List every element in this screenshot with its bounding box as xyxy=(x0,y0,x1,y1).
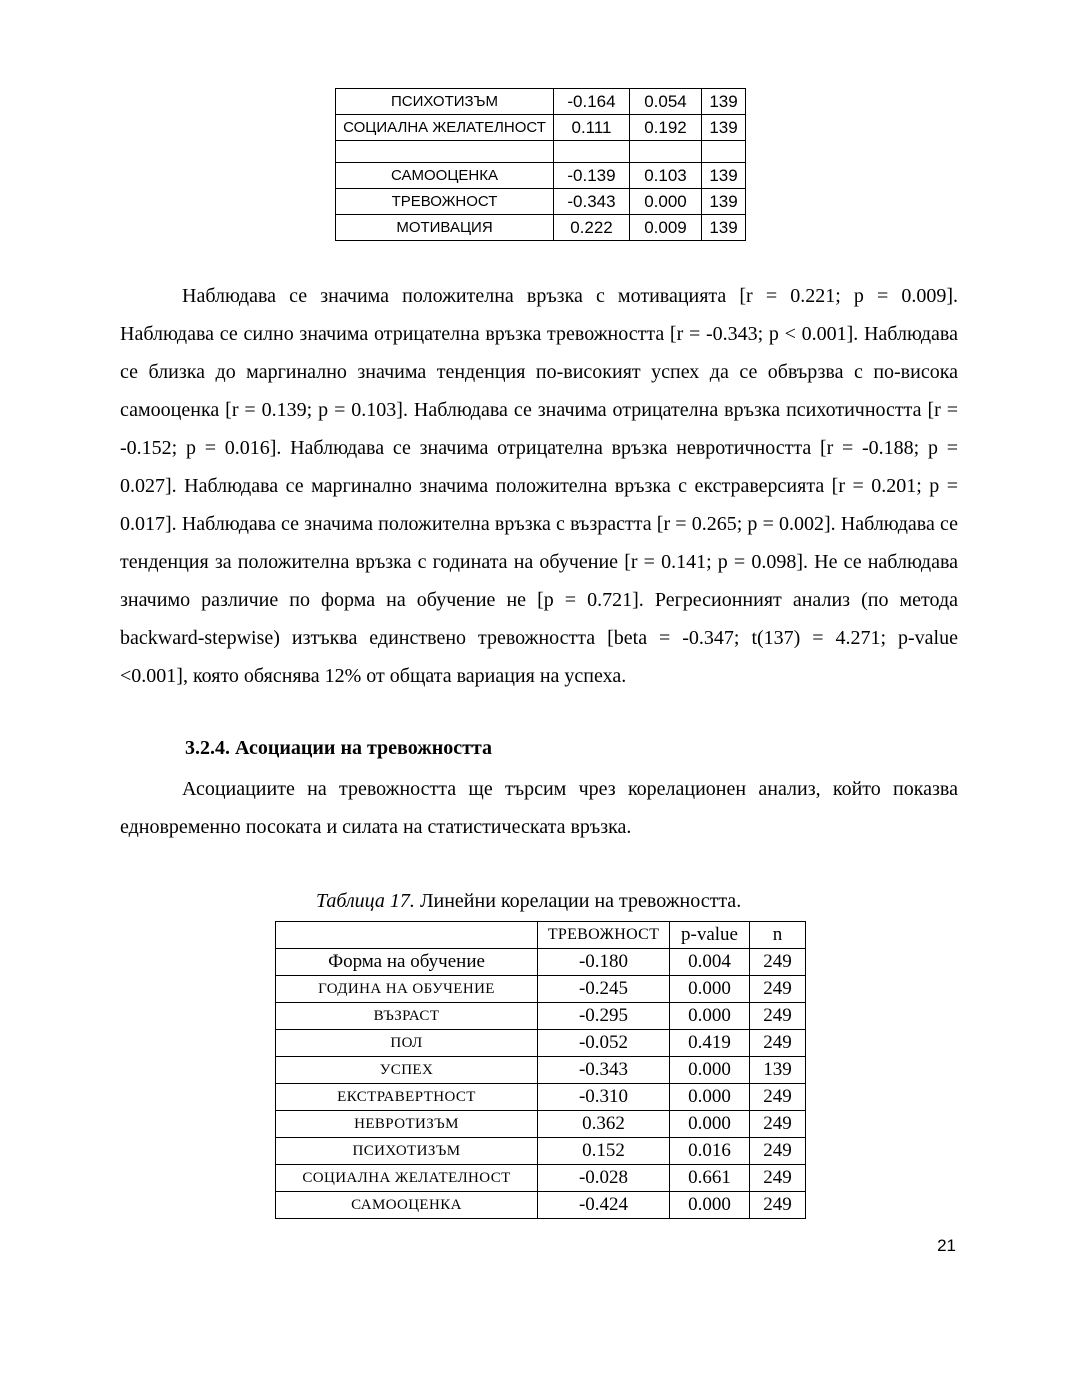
row-n-value: 139 xyxy=(702,215,746,241)
header-empty xyxy=(276,922,538,949)
row-n-value: 249 xyxy=(750,976,806,1003)
table-row xyxy=(276,1057,806,1084)
row-p-value: 0.192 xyxy=(630,115,702,141)
row-r-value: -0.295 xyxy=(538,1003,670,1030)
table17-caption xyxy=(316,890,958,913)
row-n-value: 249 xyxy=(750,1003,806,1030)
row-label xyxy=(336,141,554,163)
table-row xyxy=(276,949,806,976)
row-p-value: 0.000 xyxy=(670,1003,750,1030)
table17-caption-label: Таблица 17. xyxy=(316,890,415,912)
header-trevozhnost: ТРЕВОЖНОСТ xyxy=(538,922,670,949)
row-n-value xyxy=(702,141,746,163)
table-row xyxy=(336,115,746,141)
row-p-value: 0.016 xyxy=(670,1138,750,1165)
row-p-value: 0.009 xyxy=(630,215,702,241)
row-p-value: 0.000 xyxy=(670,1111,750,1138)
row-n-value: 139 xyxy=(702,163,746,189)
row-n-value: 249 xyxy=(750,949,806,976)
row-r-value: -0.164 xyxy=(554,89,630,115)
table-row-empty xyxy=(336,141,746,163)
row-p-value: 0.103 xyxy=(630,163,702,189)
table-row xyxy=(276,1003,806,1030)
table-row xyxy=(276,1165,806,1192)
anxiety-intro-paragraph: Асоциациите на тревожността ще търсим чрез корелационен анализ, който показва едновременно посоката и силата на статистическата връзка. xyxy=(120,778,958,838)
row-n-value: 249 xyxy=(750,1084,806,1111)
row-r-value: -0.310 xyxy=(538,1084,670,1111)
row-n-value: 249 xyxy=(750,1030,806,1057)
row-r-value: -0.139 xyxy=(554,163,630,189)
page-number: 21 xyxy=(937,1236,956,1255)
table-row xyxy=(276,1030,806,1057)
row-p-value: 0.000 xyxy=(670,1084,750,1111)
section-heading-3-2-4: 3.2.4. Асоциации на тревожността xyxy=(185,737,492,759)
row-p-value: 0.419 xyxy=(670,1030,750,1057)
header-p-value: p-value xyxy=(670,922,750,949)
row-label: УСПЕХ xyxy=(276,1057,538,1084)
table-row xyxy=(276,1138,806,1165)
row-p-value: 0.000 xyxy=(630,189,702,215)
row-label: ПСИХОТИЗЪМ xyxy=(276,1138,538,1165)
row-label: ТРЕВОЖНОСТ xyxy=(336,189,554,215)
row-r-value: -0.052 xyxy=(538,1030,670,1057)
table-header-row xyxy=(276,922,806,949)
row-n-value: 139 xyxy=(702,115,746,141)
row-r-value: 0.222 xyxy=(554,215,630,241)
table-row xyxy=(336,89,746,115)
row-label: ВЪЗРАСТ xyxy=(276,1003,538,1030)
row-label: САМООЦЕНКА xyxy=(336,163,554,189)
top-correlation-table xyxy=(335,88,746,241)
row-r-value: -0.343 xyxy=(554,189,630,215)
row-n-value: 249 xyxy=(750,1111,806,1138)
row-r-value: -0.343 xyxy=(538,1057,670,1084)
row-r-value: -0.180 xyxy=(538,949,670,976)
row-n-value: 139 xyxy=(750,1057,806,1084)
row-p-value: 0.661 xyxy=(670,1165,750,1192)
table-row xyxy=(276,976,806,1003)
row-r-value: 0.152 xyxy=(538,1138,670,1165)
row-label: НЕВРОТИЗЪМ xyxy=(276,1111,538,1138)
row-n-value: 139 xyxy=(702,89,746,115)
table-row xyxy=(276,1192,806,1219)
row-label: ПСИХОТИЗЪМ xyxy=(336,89,554,115)
row-label: ПОЛ xyxy=(276,1030,538,1057)
row-label: Форма на обучение xyxy=(276,949,538,976)
row-label: ГОДИНА НА ОБУЧЕНИЕ xyxy=(276,976,538,1003)
row-r-value: 0.362 xyxy=(538,1111,670,1138)
row-label: ЕКСТРАВЕРТНОСТ xyxy=(276,1084,538,1111)
row-n-value: 249 xyxy=(750,1165,806,1192)
row-p-value xyxy=(630,141,702,163)
row-p-value: 0.000 xyxy=(670,1192,750,1219)
row-p-value: 0.054 xyxy=(630,89,702,115)
row-p-value: 0.004 xyxy=(670,949,750,976)
header-n: n xyxy=(750,922,806,949)
table17-caption-text: Линейни корелации на тревожността. xyxy=(414,890,742,912)
row-r-value: -0.424 xyxy=(538,1192,670,1219)
anxiety-correlation-table xyxy=(275,921,806,1219)
row-label: МОТИВАЦИЯ xyxy=(336,215,554,241)
row-r-value: -0.245 xyxy=(538,976,670,1003)
table-row xyxy=(276,1111,806,1138)
table-row xyxy=(276,1084,806,1111)
row-n-value: 249 xyxy=(750,1138,806,1165)
row-r-value: 0.111 xyxy=(554,115,630,141)
row-n-value: 249 xyxy=(750,1192,806,1219)
row-label: СОЦИАЛНА ЖЕЛАТЕЛНОСТ xyxy=(276,1165,538,1192)
row-label: СОЦИАЛНА ЖЕЛАТЕЛНОСТ xyxy=(336,115,554,141)
row-r-value xyxy=(554,141,630,163)
row-p-value: 0.000 xyxy=(670,1057,750,1084)
row-r-value: -0.028 xyxy=(538,1165,670,1192)
row-p-value: 0.000 xyxy=(670,976,750,1003)
row-n-value: 139 xyxy=(702,189,746,215)
table-row xyxy=(336,163,746,189)
table-row xyxy=(336,189,746,215)
row-label: САМООЦЕНКА xyxy=(276,1192,538,1219)
table-row xyxy=(336,215,746,241)
results-paragraph: Наблюдава се значима положителна връзка с мотивацията [r = 0.221; p = 0.009]. Наблюдава се силно значима отрицателна връзка тревожността [r = -0.343; p < 0.001]. Наблюдава се близка до маргинално значима тенденция по-високият успех да се обвързва с по-висока самооценка [r = 0.139; p = 0.103]. Наблюдава се значима отрицателна връзка психотичността [r = -0.152; p = 0.016]. Наблюдава се значима отрицателна връзка невротичността [r = -0.188; p = 0.027]. Наблюдава се маргинално значима положителна връзка с екстраверсията [r = 0.201; p = 0.017]. Наблюдава се значима положителна връзка с възрастта [r = 0.265; p = 0.002]. Наблюдава се тенденция за положителна връзка с годината на обучение [r = 0.141; p = 0.098]. Не се наблюдава значимо различие по форма на обучение не [p = 0.721]. Регресионният анализ (по метода backward-stepwise) изтъква единствено тревожността [beta = -0.347; t(137) = 4.271; p-value <0.001], която обяснява 12% от общата вариация на успеха. xyxy=(120,285,958,687)
